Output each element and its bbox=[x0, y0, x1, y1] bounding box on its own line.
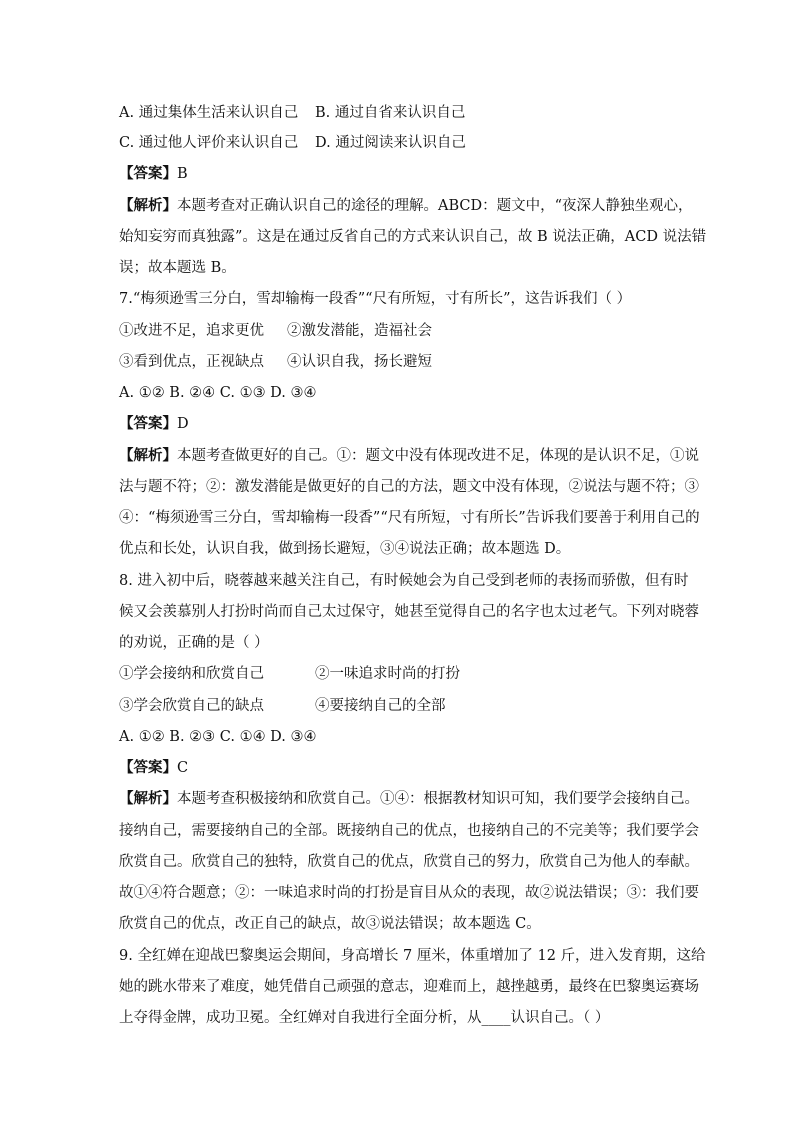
q8-stem-line-2: 候又会羡慕别人打扮时尚而自己太过保守，她甚至觉得自己的名字也太过老气。下列对晓蓉 bbox=[119, 604, 699, 620]
q6-option-a: A. 通过集体生活来认识自己 bbox=[119, 105, 299, 121]
q7-item-2: ②激发潜能，造福社会 bbox=[287, 323, 432, 339]
q7-stem: 7.“梅须逊雪三分白，雪却输梅一段香”“尺有所短，寸有所长”，这告诉我们（ ） bbox=[119, 291, 632, 307]
q9-stem-line-3: 上夺得金牌，成功卫冕。全红婵对自我进行全面分析，从____认识自己。（ ） bbox=[119, 1010, 610, 1026]
q6-answer bbox=[119, 164, 188, 184]
q6-analysis-line-3: 误；故本题选 B。 bbox=[119, 260, 236, 276]
analysis-tag: 【解析】 bbox=[119, 790, 177, 807]
answer-value: B bbox=[177, 166, 188, 182]
q6-analysis-line-2: 始知妄穷而真独露”。这是在通过反省自己的方式来认识自己，故 B 说法正确，ACD 说法错 bbox=[119, 229, 707, 245]
q7-analysis-line-1: 【解析】本题考查做更好的自己。①：题文中没有体现改进不足，体现的是认识不足，①说 bbox=[119, 447, 699, 464]
q8-stem-line-1: 8. 进入初中后，晓蓉越来越关注自己，有时候她会为自己受到老师的表扬而骄傲，但有时 bbox=[119, 573, 689, 589]
q7-item-1: ①改进不足，追求更优 bbox=[119, 323, 264, 339]
q9-stem-line-1: 9. 全红婵在迎战巴黎奥运会期间，身高增长 7 厘米，体重增加了 12 斤，进入发育期，这给 bbox=[119, 948, 706, 964]
analysis-tag: 【解析】 bbox=[119, 447, 177, 464]
answer-tag: 【答案】 bbox=[119, 759, 177, 776]
q8-choices: A. ①② B. ②③ C. ①④ D. ③④ bbox=[119, 729, 317, 745]
q8-item-1: ①学会接纳和欣赏自己 bbox=[119, 666, 264, 682]
q6-option-b: B. 通过自省来认识自己 bbox=[315, 105, 466, 121]
q8-analysis-line-3: 欣赏自己。欣赏自己的独特，欣赏自己的优点，欣赏自己的努力，欣赏自己为他人的奉献。 bbox=[119, 854, 699, 870]
q7-analysis-line-2: 法与题不符；②：激发潜能是做更好的自己的方法，题文中没有体现，②说法与题不符；③ bbox=[119, 479, 699, 495]
answer-value: D bbox=[177, 416, 189, 432]
q7-choices: A. ①② B. ②④ C. ①③ D. ③④ bbox=[119, 385, 317, 401]
q8-item-4: ④要接纳自己的全部 bbox=[315, 698, 446, 714]
q7-analysis-line-3: ④：“梅须逊雪三分白，雪却输梅一段香”“尺有所短，寸有所长”告诉我们要善于利用自己的 bbox=[119, 510, 700, 526]
q6-option-d: D. 通过阅读来认识自己 bbox=[315, 135, 466, 151]
q8-stem-line-3: 的劝说，正确的是（ ） bbox=[119, 635, 269, 651]
answer-tag: 【答案】 bbox=[119, 415, 177, 432]
q6-option-c: C. 通过他人评价来认识自己 bbox=[119, 135, 299, 151]
answer-value: C bbox=[177, 760, 189, 776]
q6-analysis-line-1: 【解析】本题考查对正确认识自己的途径的理解。ABCD：题文中，“夜深人静独坐观心， bbox=[119, 197, 693, 214]
q8-analysis-line-5: 欣赏自己的优点，改正自己的缺点，故③说法错误；故本题选 C。 bbox=[119, 916, 541, 932]
q8-analysis-line-2: 接纳自己，需要接纳自己的全部。既接纳自己的优点，也接纳自己的不完美等；我们要学会 bbox=[119, 823, 699, 839]
q9-stem-line-2: 她的跳水带来了难度，她凭借自己顽强的意志，迎难而上，越挫越勇，最终在巴黎奥运赛场 bbox=[119, 979, 699, 995]
q7-item-3: ③看到优点，正视缺点 bbox=[119, 354, 264, 370]
q8-analysis-line-1: 【解析】本题考查积极接纳和欣赏自己。①④：根据教材知识可知，我们要学会接纳自己。 bbox=[119, 790, 699, 807]
q8-analysis-line-4: 故①④符合题意；②：一味追求时尚的打扮是盲目从众的表现，故②说法错误；③：我们要 bbox=[119, 885, 699, 901]
q8-item-2: ②一味追求时尚的打扮 bbox=[315, 666, 460, 682]
q7-analysis-line-4: 优点和长处，认识自我，做到扬长避短，③④说法正确；故本题选 D。 bbox=[119, 541, 571, 557]
answer-tag: 【答案】 bbox=[119, 165, 177, 182]
q8-item-3: ③学会欣赏自己的缺点 bbox=[119, 698, 264, 714]
q7-item-4: ④认识自我，扬长避短 bbox=[287, 354, 432, 370]
q8-answer bbox=[119, 758, 188, 778]
analysis-tag: 【解析】 bbox=[119, 197, 177, 214]
q7-answer bbox=[119, 414, 189, 434]
